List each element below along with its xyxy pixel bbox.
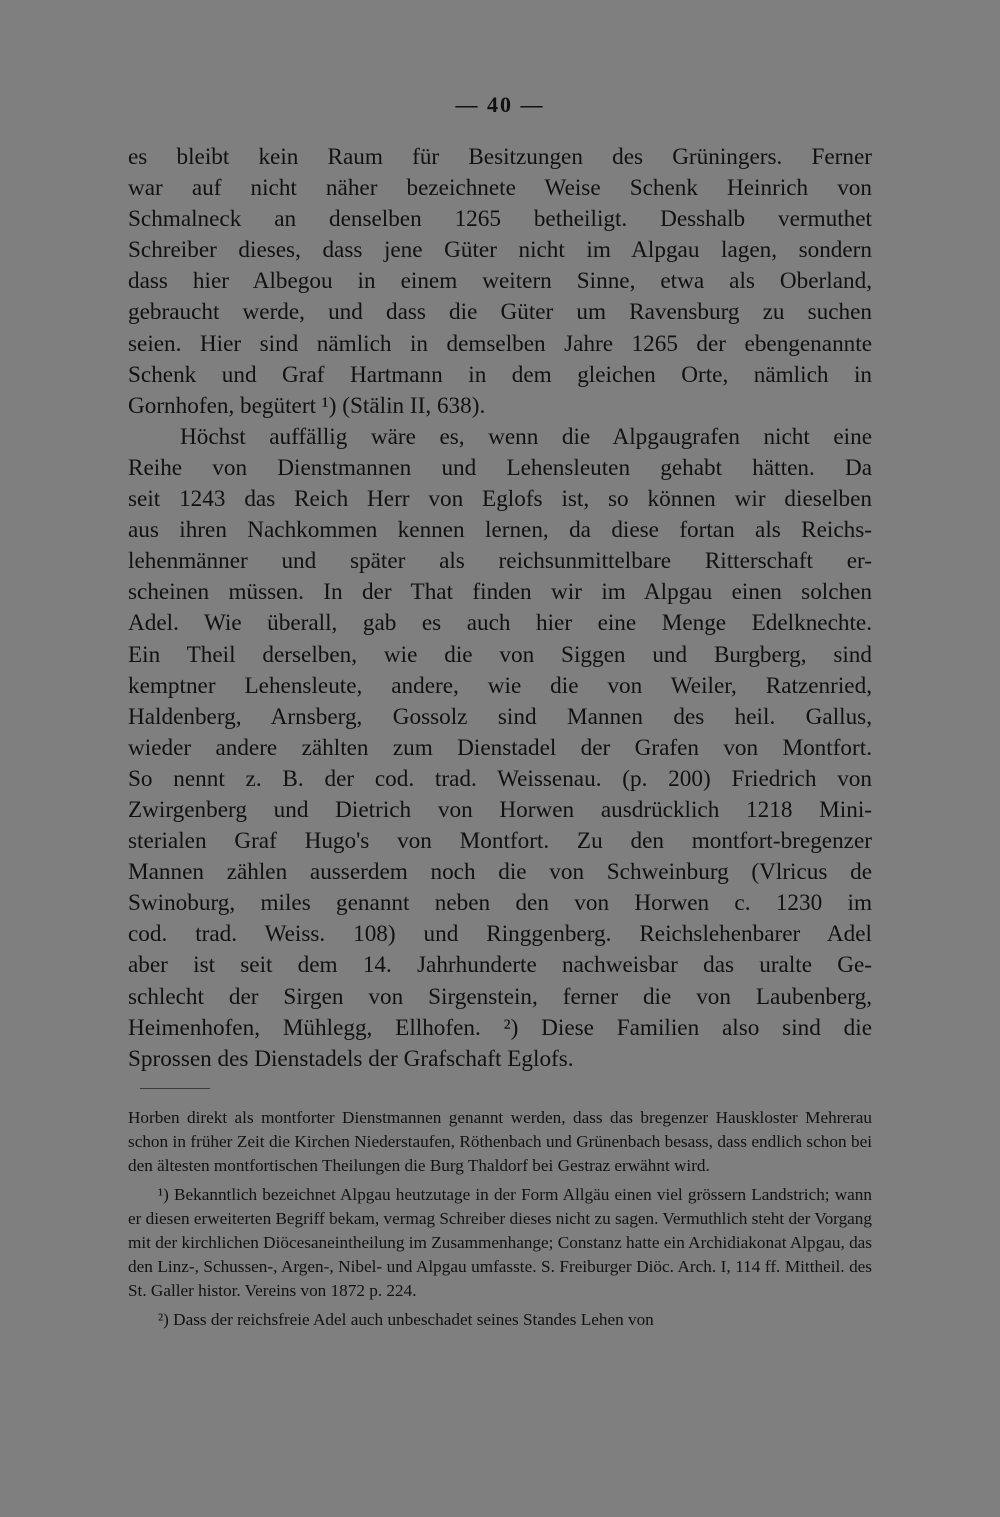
text-line: Heimenhofen, Mühlegg, Ellhofen. ²) Diese Familien also sind die	[128, 1014, 872, 1041]
text-line: Zwirgenberg und Dietrich von Horwen ausdrücklich 1218 Mini-	[128, 796, 872, 823]
text-line: Ein Theil derselben, wie die von Siggen und Burgberg, sind	[128, 641, 872, 668]
text-line: Schreiber dieses, dass jene Güter nicht im Alpgau lagen, sondern	[128, 237, 872, 264]
page-number: — 40 —	[455, 92, 545, 117]
footnote-1: ¹) Bekanntlich bezeichnet Alpgau heutzutage in der Form Allgäu einen viel grössern Landstrich; wann er diesen erweiterten Begriff bekam, vermag Schreiber dieses nicht zu sagen. Vermuthlich steht der Vorgang mit der kirchlichen Diöcesaneintheilung im Zusammenhange; Constanz hatte ein Archidiakonat Alpgau, das den Linz-, Schussen-, Argen-, Nibel- und Alpgau umfasste. S. Freiburger Diöc. Arch. I, 114 ff. Mittheil. des St. Galler histor. Vereins von 1872 p. 224.	[128, 1185, 872, 1300]
text-line: seit 1243 das Reich Herr von Eglofs ist, so können wir dieselben	[128, 486, 872, 513]
text-line: Mannen zählen ausserdem noch die von Schweinburg (Vlricus de	[128, 859, 872, 886]
footnote-continued: Horben direkt als montforter Dienstmannen genannt werden, dass das bregenzer Hauskloster Mehrerau schon in früher Zeit die Kirchen Niederstaufen, Röthenbach und Grünenbach besass, dass endlich schon bei den ältesten montfortischen Theilungen die Burg Thaldorf bei Gestraz erwähnt wird.	[128, 1108, 872, 1175]
main-text	[128, 142, 872, 1075]
text-line: dass hier Albegou in einem weitern Sinne, etwa als Oberland,	[128, 268, 872, 295]
text-line: gebraucht werde, und dass die Güter um Ravensburg zu suchen	[128, 299, 872, 326]
text-line: scheinen müssen. In der That finden wir im Alpgau einen solchen	[128, 579, 872, 606]
text-line: aber ist seit dem 14. Jahrhunderte nachweisbar das uralte Ge-	[128, 952, 872, 979]
text-line: So nennt z. B. der cod. trad. Weissenau. (p. 200) Friedrich von	[128, 765, 872, 792]
text-line: seien. Hier sind nämlich in demselben Jahre 1265 der ebengenannte	[128, 330, 872, 357]
text-line: kemptner Lehensleute, andere, wie die von Weiler, Ratzenried,	[128, 672, 872, 699]
text-line: Haldenberg, Arnsberg, Gossolz sind Mannen des heil. Gallus,	[128, 703, 872, 730]
text-line: cod. trad. Weiss. 108) und Ringgenberg. Reichslehenbarer Adel	[128, 921, 872, 948]
text-line: sterialen Graf Hugo's von Montfort. Zu den montfort-bregenzer	[128, 828, 872, 855]
text-line: Schenk und Graf Hartmann in dem gleichen Orte, nämlich in	[128, 361, 872, 388]
text-line: Reihe von Dienstmannen und Lehensleuten gehabt hätten. Da	[128, 454, 872, 481]
footnotes	[128, 1106, 872, 1338]
text-line: Swinoburg, miles genannt neben den von Horwen c. 1230 im	[128, 890, 872, 917]
text-line: schlecht der Sirgen von Sirgenstein, ferner die von Laubenberg,	[128, 983, 872, 1010]
text-line: lehenmänner und später als reichsunmittelbare Ritterschaft er-	[128, 548, 872, 575]
text-line: Höchst auffällig wäre es, wenn die Alpgaugrafen nicht eine	[180, 423, 872, 450]
text-line: wieder andere zählten zum Dienstadel der Grafen von Montfort.	[128, 734, 872, 761]
text-line: aus ihren Nachkommen kennen lernen, da diese fortan als Reichs-	[128, 517, 872, 544]
text-line: Gornhofen, begütert ¹) (Stälin II, 638).	[128, 392, 486, 419]
footnote-divider	[140, 1088, 210, 1089]
text-line: Schmalneck an denselben 1265 betheiligt. Desshalb vermuthet	[128, 206, 872, 233]
text-line: es bleibt kein Raum für Besitzungen des Grüningers. Ferner	[128, 144, 872, 170]
text-line: war auf nicht näher bezeichnete Weise Schenk Heinrich von	[128, 175, 872, 202]
footnote-2: ²) Dass der reichsfreie Adel auch unbeschadet seines Standes Lehen von	[158, 1310, 654, 1330]
text-line: Adel. Wie überall, gab es auch hier eine Menge Edelknechte.	[128, 610, 872, 637]
text-line: Sprossen des Dienstadels der Grafschaft Eglofs.	[128, 1045, 574, 1072]
